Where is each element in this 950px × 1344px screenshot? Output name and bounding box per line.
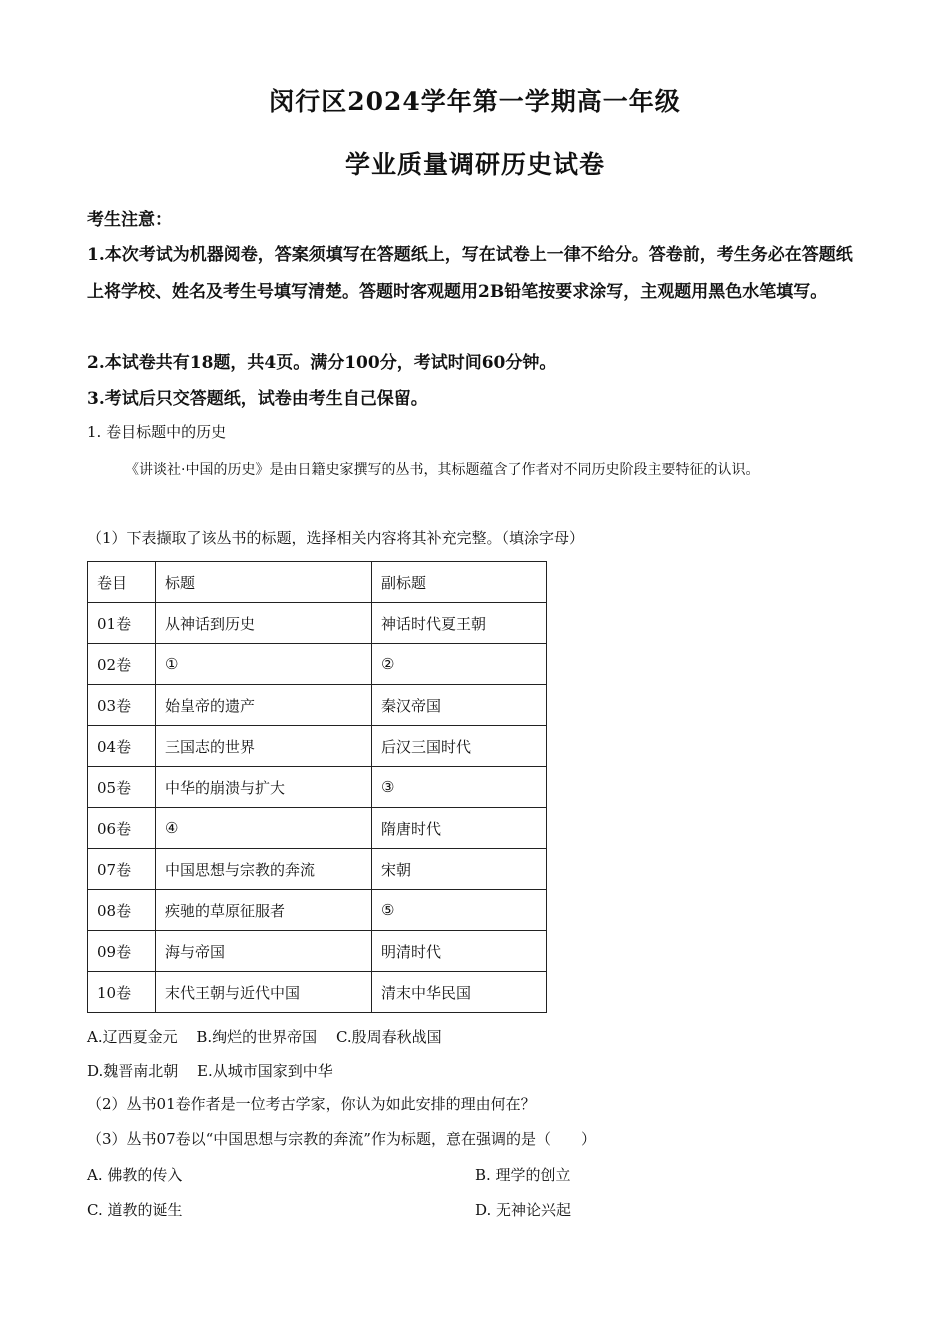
option-c: C.殷周春秋战国: [335, 1028, 442, 1046]
table-cell: 02卷: [88, 644, 156, 685]
choice-b: B. 理学的创立: [475, 1166, 571, 1184]
table-cell: 03卷: [88, 685, 156, 726]
table-cell: 中华的崩溃与扩大: [156, 767, 372, 808]
table-cell: 04卷: [88, 726, 156, 767]
choice-d: D. 无神论兴起: [475, 1201, 572, 1219]
notice-item-2: 2.本试卷共有18题，共4页。满分100分，考试时间60分钟。: [87, 353, 557, 373]
table-cell: 10卷: [88, 972, 156, 1013]
table-row: [88, 603, 547, 644]
table-cell: ③: [372, 767, 547, 808]
table-header-row: [88, 562, 547, 603]
table-cell: 三国志的世界: [156, 726, 372, 767]
table-row: [88, 726, 547, 767]
table-cell: 疾驰的草原征服者: [156, 890, 372, 931]
table-row: [88, 767, 547, 808]
table-cell: 09卷: [88, 931, 156, 972]
question-1-intro: 《讲谈社·中国的历史》是由日籍史家撰写的丛书，其标题蕴含了作者对不同历史阶段主要特征的认识。: [125, 462, 760, 478]
option-e: E.从城市国家到中华: [197, 1062, 333, 1080]
table-cell: 神话时代夏王朝: [372, 603, 547, 644]
table-cell: 从神话到历史: [156, 603, 372, 644]
table-cell: 明清时代: [372, 931, 547, 972]
subquestion-2: （2）丛书01卷作者是一位考古学家，你认为如此安排的理由何在？: [87, 1095, 536, 1113]
table-cell: ①: [156, 644, 372, 685]
choice-a: A. 佛教的传入: [87, 1166, 183, 1184]
table-cell: 05卷: [88, 767, 156, 808]
table-row: [88, 972, 547, 1013]
table-row: [88, 644, 547, 685]
table-cell: 07卷: [88, 849, 156, 890]
question-1-title: 1. 卷目标题中的历史: [87, 423, 227, 441]
table-cell: 隋唐时代: [372, 808, 547, 849]
table-header-cell: 卷目: [88, 562, 156, 603]
table-header-cell: 副标题: [372, 562, 547, 603]
table-cell: 清末中华民国: [372, 972, 547, 1013]
notice-heading: 考生注意：: [87, 210, 172, 230]
table-cell: 始皇帝的遗产: [156, 685, 372, 726]
table-cell: 后汉三国时代: [372, 726, 547, 767]
notice-item-3: 3.考试后只交答题纸，试卷由考生自己保留。: [87, 389, 428, 409]
table-cell: 宋朝: [372, 849, 547, 890]
table-cell: 01卷: [88, 603, 156, 644]
exam-title-line2: 学业质量调研历史试卷: [344, 150, 605, 179]
options-line-1: [87, 1026, 456, 1047]
volume-table: [87, 561, 547, 1013]
table-cell: 08卷: [88, 890, 156, 931]
table-cell: 末代王朝与近代中国: [156, 972, 372, 1013]
exam-title-line1: 闵行区2024学年第一学期高一年级: [269, 87, 681, 116]
table-row: [88, 808, 547, 849]
subquestion-3: （3）丛书07卷以“中国思想与宗教的奔流”作为标题，意在强调的是（ ）: [87, 1130, 596, 1148]
option-b: B.绚烂的世界帝国: [196, 1028, 318, 1046]
subquestion-1: （1）下表撷取了该丛书的标题，选择相关内容将其补充完整。（填涂字母）: [87, 529, 585, 547]
table-header-cell: 标题: [156, 562, 372, 603]
option-a: A.辽西夏金元: [87, 1028, 178, 1046]
table-row: [88, 685, 547, 726]
table-cell: 海与帝国: [156, 931, 372, 972]
table-row: [88, 890, 547, 931]
table-row: [88, 849, 547, 890]
option-d: D.魏晋南北朝: [87, 1062, 179, 1080]
notice-item-1: 1.本次考试为机器阅卷，答案须填写在答题纸上，写在试卷上一律不给分。答卷前，考生务必在答题纸上将学校、姓名及考生号填写清楚。答题时客观题用2B铅笔按要求涂写，主观题用黑色水笔填写。: [87, 245, 853, 302]
table-row: [88, 931, 547, 972]
table-cell: ⑤: [372, 890, 547, 931]
table-cell: ④: [156, 808, 372, 849]
table-cell: ②: [372, 644, 547, 685]
table-cell: 06卷: [88, 808, 156, 849]
table-cell: 秦汉帝国: [372, 685, 547, 726]
options-line-2: [87, 1060, 347, 1081]
table-cell: 中国思想与宗教的奔流: [156, 849, 372, 890]
choice-c: C. 道教的诞生: [87, 1201, 183, 1219]
